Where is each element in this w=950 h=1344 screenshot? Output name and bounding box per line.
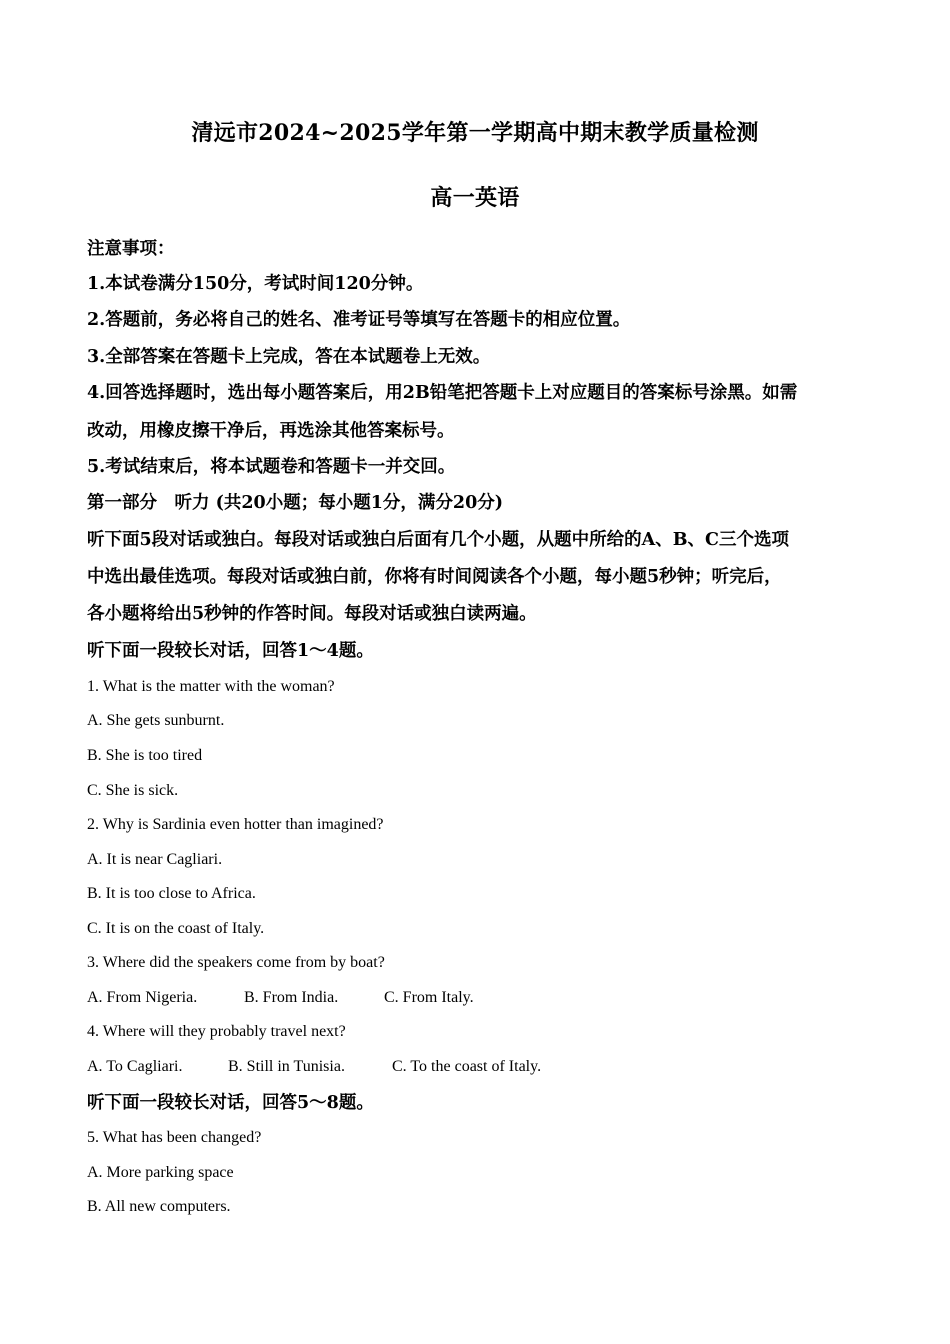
answer-option: B. Still in Tunisia. <box>228 1058 345 1075</box>
part-instruction: 听下面5段对话或独白。每段对话或独白后面有几个小题，从题中所给的A、B、C三个选项 <box>87 530 789 550</box>
answer-option: B. It is too close to Africa. <box>87 885 256 902</box>
answer-option: B. From India. <box>244 989 339 1006</box>
exam-title: 清远市2024~2025学年第一学期高中期末教学质量检测 <box>191 120 759 146</box>
question-stem: 4. Where will they probably travel next? <box>87 1023 346 1040</box>
answer-option: A. More parking space <box>87 1164 234 1181</box>
section-heading: 听下面一段较长对话，回答5～8题。 <box>87 1093 374 1113</box>
notice-item: 3.全部答案在答题卡上完成，答在本试题卷上无效。 <box>87 347 491 367</box>
exam-subject: 高一英语 <box>430 185 520 211</box>
question-stem: 5. What has been changed? <box>87 1129 262 1146</box>
part-heading: 第一部分 听力 (共20小题；每小题1分，满分20分) <box>87 493 504 513</box>
notice-item: 改动，用橡皮擦干净后，再选涂其他答案标号。 <box>87 421 455 441</box>
answer-option: A. From Nigeria. <box>87 989 198 1006</box>
question-stem: 1. What is the matter with the woman? <box>87 678 335 695</box>
question-stem: 2. Why is Sardinia even hotter than imagined? <box>87 816 384 833</box>
answer-option: C. She is sick. <box>87 782 179 799</box>
answer-option: C. From Italy. <box>384 989 474 1006</box>
notice-heading: 注意事项： <box>87 239 175 259</box>
notice-item: 2.答题前，务必将自己的姓名、准考证号等填写在答题卡的相应位置。 <box>87 310 631 330</box>
notice-item: 4.回答选择题时，选出每小题答案后，用2B铅笔把答题卡上对应题目的答案标号涂黑。如需 <box>87 383 798 403</box>
part-instruction: 各小题将给出5秒钟的作答时间。每段对话或独白读两遍。 <box>87 604 537 624</box>
question-stem: 3. Where did the speakers come from by boat? <box>87 954 385 971</box>
answer-option: A. She gets sunburnt. <box>87 712 225 729</box>
answer-option: A. To Cagliari. <box>87 1058 183 1075</box>
notice-item: 5.考试结束后，将本试题卷和答题卡一并交回。 <box>87 457 456 477</box>
notice-item: 1.本试卷满分150分，考试时间120分钟。 <box>87 274 424 294</box>
section-heading: 听下面一段较长对话，回答1～4题。 <box>87 641 374 661</box>
answer-option: A. It is near Cagliari. <box>87 851 223 868</box>
part-instruction: 中选出最佳选项。每段对话或独白前，你将有时间阅读各个小题，每小题5秒钟；听完后， <box>87 567 782 587</box>
answer-option: B. All new computers. <box>87 1198 231 1215</box>
answer-option: C. To the coast of Italy. <box>392 1058 542 1075</box>
answer-option: B. She is too tired <box>87 747 203 764</box>
answer-option: C. It is on the coast of Italy. <box>87 920 265 937</box>
